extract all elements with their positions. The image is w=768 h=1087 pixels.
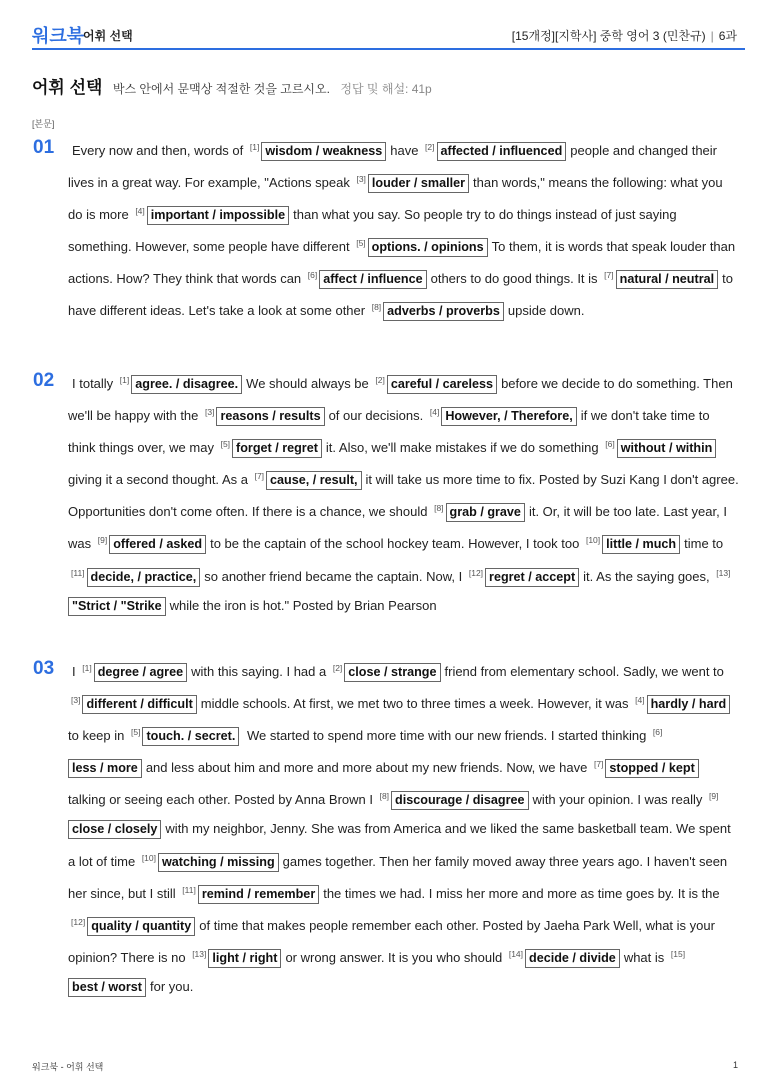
blank-number: [1]	[82, 663, 92, 673]
blank-number: [6]	[652, 727, 663, 738]
passage-text-run: To them, it is words that speak louder than actions. How? They think that words can	[68, 239, 736, 287]
answer-reference: 정답 및 해설: 41p	[340, 82, 432, 96]
passage-text-run: I totally	[72, 376, 117, 391]
title-bar	[32, 73, 432, 98]
passage-text-run: games together. Then her family moved away three years ago. I haven't seen her since, but I still	[68, 853, 728, 901]
page-number: 1	[732, 1060, 738, 1070]
passage-text-run: with this saying. I had a	[191, 664, 330, 679]
vocab-choice-box[interactable]: discourage / disagree	[391, 791, 529, 810]
blank-number: [7]	[604, 270, 614, 281]
blank-number: [13]	[716, 567, 731, 578]
blank-number: [4]	[635, 695, 645, 706]
passage-text-run: middle schools. At first, we met two to three times a week. However, it was	[200, 696, 633, 712]
passage-text-run: of time that makes people remember each other. Posted by Jaeha Park Well, what is your opinion? There is no	[68, 917, 715, 965]
vocab-choice-box[interactable]: adverbs / proverbs	[383, 302, 504, 321]
brand-subtitle: 어휘 선택	[83, 29, 133, 43]
blank-number: [12]	[468, 567, 484, 578]
vocab-choice-box[interactable]: louder / smaller	[368, 174, 469, 193]
blank-number: [9]	[708, 791, 719, 802]
passage-text-run: Every now and then, words of	[72, 143, 247, 158]
passage-text-run: it will take us more time to fix. Posted by Suzi Kang I don't agree. Opportunities don't come often. If there is a chance, we should	[68, 472, 739, 520]
blank-number: [5]	[356, 238, 366, 249]
blank-number: [10]	[585, 535, 601, 546]
passage-text-run: so another friend became the captain. Now, I	[204, 568, 466, 584]
passage-text-run: talking or seeing each other. Posted by Anna Brown I	[68, 792, 377, 808]
vocab-choice-box[interactable]: affected / influenced	[437, 142, 567, 161]
header-separator: |	[710, 29, 714, 43]
vocab-choice-box[interactable]: hardly / hard	[647, 695, 731, 714]
blank-number: [6]	[605, 439, 615, 450]
instruction-text: 박스 안에서 문맥상 적절한 것을 고르시오.	[112, 82, 330, 96]
blank-number: [8]	[434, 503, 444, 514]
passage-text-run: the times we had. I miss her more and more as time goes by. It is the	[323, 885, 720, 901]
blank-number: [3]	[71, 695, 81, 706]
page-title: 어휘 선택	[32, 78, 103, 97]
blank-number: [15]	[670, 948, 686, 959]
blank-number: [8]	[371, 302, 382, 313]
passage-text-run: to have different ideas. Let's take a look at some other	[68, 271, 733, 319]
blank-number: [7]	[254, 471, 265, 482]
vocab-choice-box[interactable]: touch. / secret.	[142, 727, 239, 746]
passage-number: 01	[33, 137, 55, 158]
vocab-choice-box[interactable]: watching / missing	[158, 853, 279, 872]
blank-number: [4]	[429, 407, 440, 418]
passage-text-run: it. Or, it will be too late. Last year, I was	[68, 504, 727, 552]
passage-text-run: what is	[623, 949, 668, 965]
vocab-choice-box[interactable]: close / closely	[68, 820, 161, 839]
passage-number: 03	[33, 658, 55, 679]
passage-text-run: it. Also, we'll make mistakes if we do something	[325, 440, 603, 456]
passage-text-run: it. As the saying goes,	[583, 568, 714, 584]
blank-number: [10]	[141, 852, 156, 863]
vocab-choice-box[interactable]: best / worst	[68, 978, 146, 997]
blank-number: [14]	[508, 948, 524, 959]
passage-text-run: with my neighbor, Jenny. She was from America and we liked the same basketball team. We spent a lot of time	[68, 821, 731, 869]
passage-text-run: giving it a second thought. As a	[68, 472, 252, 488]
vocab-choice-box[interactable]: "Strict / "Strike	[68, 597, 166, 616]
passage-text-run: friend from elementary school. Sadly, we went to	[444, 664, 724, 679]
passage-text-run: with your opinion. I was really	[532, 792, 706, 808]
passage-text-run: We should always be	[246, 376, 373, 391]
vocab-choice-box[interactable]: reasons / results	[216, 407, 324, 426]
passage-text-run: upside down.	[507, 303, 585, 319]
vocab-choice-box[interactable]: wisdom / weakness	[261, 142, 386, 161]
passage-text-run: than words," means the following: what you do is more	[68, 175, 723, 223]
blank-number: [5]	[220, 439, 231, 450]
passage-text-run: I	[72, 664, 80, 679]
vocab-choice-box[interactable]: close / strange	[344, 663, 440, 682]
vocab-choice-box[interactable]: grab / grave	[446, 503, 525, 522]
blank-number: [3]	[205, 407, 215, 418]
passage-text-run: others to do good things. It is	[430, 271, 602, 287]
passage-text	[68, 654, 740, 1001]
vocab-choice-box[interactable]: important / impossible	[147, 206, 289, 225]
vocab-choice-box[interactable]: decide, / practice,	[87, 568, 201, 587]
blank-number: [2]	[375, 375, 385, 385]
vocab-choice-box[interactable]: degree / agree	[94, 663, 187, 682]
blank-number: [2]	[425, 142, 435, 152]
passage-text-run: people and changed their lives in a great way. For example, "Actions speak	[68, 143, 717, 191]
passage-text-run: while the iron is hot." Posted by Brian Pearson	[169, 597, 437, 613]
vocab-choice-box[interactable]: agree. / disagree.	[131, 375, 242, 394]
vocab-choice-box[interactable]: cause, / result,	[266, 471, 362, 490]
blank-number: [1]	[119, 375, 130, 385]
vocab-choice-box[interactable]: different / difficult	[82, 695, 196, 714]
page-header	[0, 0, 768, 50]
header-divider	[32, 48, 745, 50]
blank-number: [8]	[379, 791, 390, 802]
passage-text-run: and less about him and more and more about my new friends. Now, we have	[145, 760, 591, 776]
passage-number: 02	[33, 370, 55, 391]
lesson-label: 6과	[718, 29, 737, 43]
blank-number: [9]	[97, 535, 108, 546]
vocab-choice-box[interactable]: remind / remember	[198, 885, 319, 904]
blank-number: [4]	[135, 206, 145, 217]
passage-text	[68, 133, 740, 326]
passage-text-run: to be the captain of the school hockey team. However, I took too	[210, 536, 583, 552]
vocab-choice-box[interactable]: light / right	[208, 949, 281, 968]
vocab-choice-box[interactable]: careful / careless	[387, 375, 497, 394]
blank-number: [3]	[356, 174, 366, 185]
footer-label: 워크북 - 어휘 선택	[32, 1062, 104, 1072]
passage-text-run: have	[390, 143, 423, 158]
passage-text-run: or wrong answer. It is you who should	[285, 949, 506, 965]
blank-number: [13]	[192, 948, 207, 959]
brand-logo: 워크북	[32, 26, 85, 46]
vocab-choice-box[interactable]: decide / divide	[525, 949, 620, 968]
vocab-choice-box[interactable]: options. / opinions	[368, 238, 488, 257]
passage-text	[68, 366, 740, 620]
course-info	[512, 27, 737, 44]
blank-number: [5]	[131, 727, 141, 738]
vocab-choice-box[interactable]: affect / influence	[319, 270, 426, 289]
passage-text-run: if we don't take time to think things over, we may	[68, 408, 710, 456]
blank-number: [7]	[593, 759, 604, 770]
section-tag: [본문]	[32, 119, 55, 129]
passage-text-run: time to	[684, 536, 724, 552]
passage-text-run: for you.	[149, 978, 194, 994]
passage-text-run: of our decisions.	[328, 408, 427, 424]
vocab-choice-box[interactable]: offered / asked	[109, 535, 206, 554]
vocab-choice-box[interactable]: stopped / kept	[605, 759, 698, 778]
vocab-choice-box[interactable]: quality / quantity	[87, 917, 195, 936]
passage-text-run: We started to spend more time with our new friends. I started thinking	[243, 728, 650, 744]
passage-text-run: to keep in	[68, 728, 128, 744]
course-title: [15개정][지학사] 중학 영어 3 (민찬규)	[511, 29, 706, 43]
passage-text-run: than what you say. So people try to do things instead of just saying something. However, some people have different	[68, 207, 677, 255]
vocab-choice-box[interactable]: natural / neutral	[616, 270, 718, 289]
vocab-choice-box[interactable]: regret / accept	[485, 568, 579, 587]
vocab-choice-box[interactable]: without / within	[617, 439, 717, 458]
vocab-choice-box[interactable]: forget / regret	[232, 439, 322, 458]
blank-number: [11]	[182, 884, 196, 895]
vocab-choice-box[interactable]: However, / Therefore,	[441, 407, 576, 426]
vocab-choice-box[interactable]: little / much	[602, 535, 680, 554]
blank-number: [12]	[71, 916, 86, 927]
blank-number: [6]	[307, 270, 318, 281]
blank-number: [2]	[332, 663, 343, 673]
blank-number: [1]	[249, 142, 260, 152]
vocab-choice-box[interactable]: less / more	[68, 759, 142, 778]
blank-number: [11]	[71, 567, 85, 578]
passage-text-run: before we decide to do something. Then we'll be happy with the	[68, 376, 733, 424]
